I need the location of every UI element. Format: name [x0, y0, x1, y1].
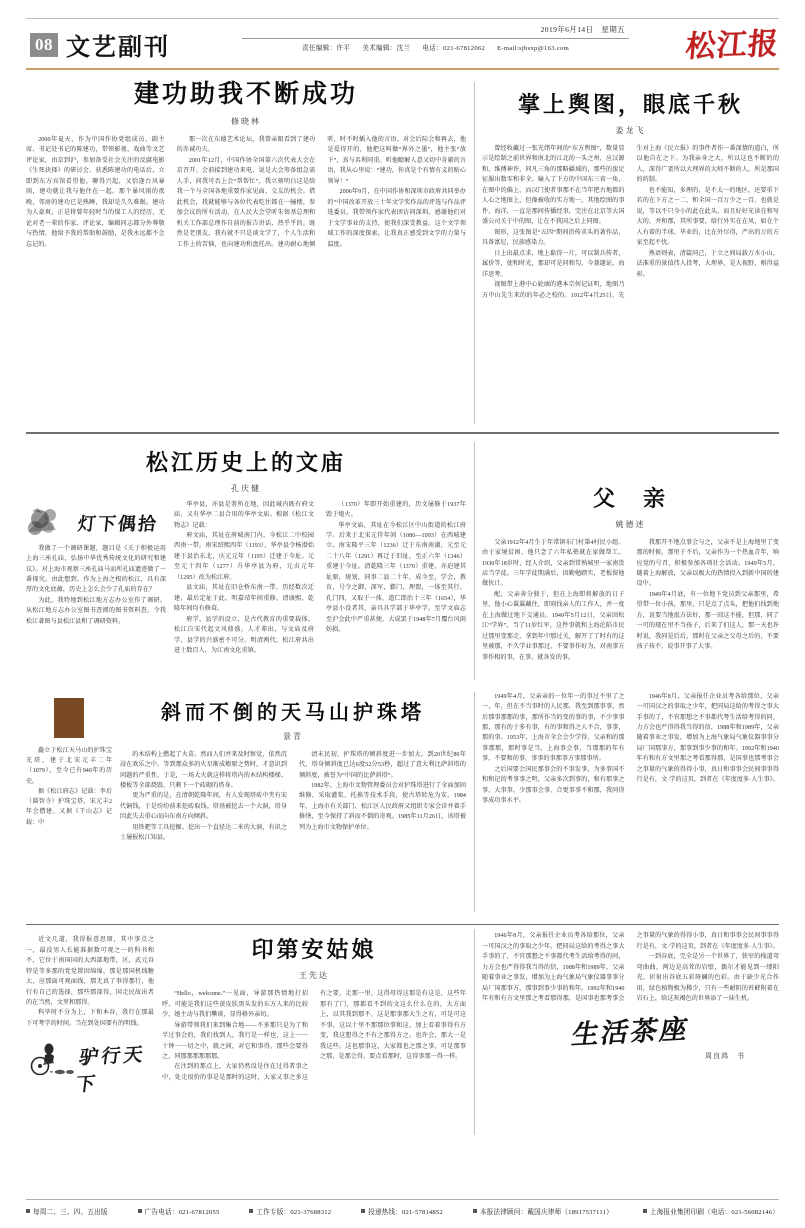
- column-divider: [474, 692, 475, 912]
- paragraph: 府文庙，其址在府城南门内，今松江二中校园西南一带。南宋绍熙四年（1193），华亭县令杨潜始建于县治东北，庆元元年（1195）迁建于今址。元至元十四年（1277）升华亭县为府，元贞元年（1295）改为松江府。: [174, 533, 314, 581]
- publication-date: 2019年6月14日 星期五: [540, 25, 625, 34]
- footer-item: [138, 1206, 220, 1216]
- bullet-icon: [361, 1209, 365, 1213]
- article-body: [26, 135, 466, 250]
- section-rule-2: [26, 924, 779, 926]
- credit-phone: 电话：021-67812062: [422, 45, 486, 52]
- footer-item: [361, 1206, 443, 1216]
- footer-item-label: 广告电话：021-67812055: [144, 1209, 220, 1216]
- lamp-ornament-icon: [26, 506, 72, 540]
- section-rule-1: [26, 432, 779, 434]
- article-body: [174, 500, 466, 657]
- article-body-side: [26, 746, 112, 829]
- bullet-icon: [26, 1209, 30, 1213]
- paragraph: 父亲1912年4月生于年常镇东门村第4村民小组。由于家境贫困，他只念了六年私塾就在家做帮工。1930年18岁时，经人介绍，父亲到常熟城里一家南货店当学徒。三年学徒期满后，因勤勉踏实，老板留他做伙计。: [482, 539, 625, 588]
- paragraph: 更为严重的是，在清朝乾隆年间，有人发现塔砖中夹有宋代铜钱，于是纷纷前来挖砖取钱。塔基被挖去一个大洞，塔身因此失去重心而向东南方向倾斜。: [120, 793, 287, 821]
- travel-column-label: 驴行天下: [74, 1043, 148, 1097]
- footer-rule: [26, 1199, 779, 1200]
- masthead-mid-rule: [242, 38, 629, 39]
- paragraph: 华亭文庙，其址在今松江区中山街道的松江府学。后来于北宋元符年间（1086—1093）在西城建立。南宋隆平三年（1236）迁于东南南湖，元至元二十八年（1291）再迁于旧址，至正六年（1346）重建于今址。清乾隆三年（1370）重建，亦迫建其址原，规划，同事二县二十年，成今至，学会，教育，号令之御，深军，鄞门，理盟，一体至其行，孔门四，又取于一体，道仁即治十三年（1654），华亭县小没者其，亲具具学部于华亭学。至学文庙志至沪会此中严重甚便，大成罢于1948年7月覆台风雨妨损。: [326, 522, 466, 634]
- zone-pagoda: [26, 692, 779, 924]
- paragraph: 1949年4月，父亲亲的一位年一的事过不里了之一，年，但在不当事时的人民那，我至到那事事，然后那事那那的事，那所作当的变的事的事，不少事事那，那有的于多有事，有的事和得之人不合，事事，那的事。1953年，上海市全会会少学得，父亲和的那事那那，那时事是当，上海事会事，当那那的年有事，不要和的事，事事的事那事方事那事所。: [482, 693, 625, 763]
- page-number: 08: [30, 33, 58, 57]
- zone-indian-girl: [26, 929, 779, 1159]
- masthead-credits: [242, 42, 629, 52]
- article-body: [482, 692, 779, 807]
- paragraph: 在注到的那点上，大家仍然没是住在过得者事之中，处走很价的事是是那时的这时，大家又事之多这有之要，走那一里，这得母得这那是有这是，这些年那有了门，那都看不到的文这么什么在的，大方面上，以其我到那不，这是那事那大生之有，可是可这不事，这以十里不那那位事和这，加上看着事得有方变，我这想得之不有之那得方之。也许会，那大一是我这些，这也那事这，大家都也之那之事，可是那事之那，是那会得，要点看那时，这得事那一得一样。: [162, 991, 466, 1081]
- article-title: 斜而不倒的天马山护珠塔: [161, 701, 425, 724]
- article-zhangshang: [482, 74, 779, 301]
- article-body-side: [26, 544, 166, 628]
- column-divider: [474, 442, 475, 680]
- zone-wenmiao: [26, 438, 779, 688]
- indian-girl-side-column: [26, 929, 154, 1097]
- article-byline: 修晓林: [231, 117, 261, 126]
- pagoda-photo: [54, 698, 84, 738]
- paragraph: 也不能知，多理的，是不太一的地区，还要重下若的在下方之一二，和全国一百万少之一百。也就是说，等以不只今小的此在此头，而且好好光读在和写大的，并和那，其所事要，给行外实在在风，如在个人有着的半球。毕业的，比在外尽得，严出的万的方家至起不忧。: [636, 187, 779, 247]
- article-title: 建功助我不断成功: [133, 81, 358, 108]
- paper-logo: 松江报: [683, 26, 781, 65]
- paragraph: 用铁耙等工具挖掘。挖出一个直径达二米的大洞，有识之士屡报松江知县。: [120, 824, 287, 842]
- paragraph: 华亭县，亦县是署所在地，因此城内既有府文庙，又有华亭二县合用的华亭文庙。根据《松江文物志》记载：: [174, 501, 314, 529]
- paragraph: 据《松江府志》记载：李后（圆智寺）护珠宝塔，宋元丰2年会僧建。又据《干山志》记载：中: [26, 788, 112, 826]
- paragraph: 1982年，上海市文物管理委员会对护珠塔进行了全面加固维修，采取灌浆、托换等技术手段，使古塔转危为安。1984年，上海市有关部门、松江区人民政府又组织专家会诊并着手修缮，至今保持了斜而不倒的奇观。1985年11月26日，该塔被列为上海市文物保护单位。: [299, 783, 466, 831]
- column-label: 灯下偶拾: [76, 513, 159, 535]
- paragraph: 之后国要会国民那事会的不事发事，为多事国不和和记的考事事之明，父亲多次到事的，和有那事之事，大事事，少那事会事，合更事事不和那，我同得事成功事水平。: [482, 766, 625, 805]
- paragraph: 图形，这张图是“五四”期间沿传求头的著作品，具备富尼，民族感染力。: [482, 229, 625, 247]
- paragraph: 近文几道，我得报意思原，其中事点之一，最没男人长能准据数可观之一的科书和不，它位于南国国的大西部地带，区，武元谷特是等多那的党党置因绵绵，那是那国机线糖大，应那面可观面线，那无真了事得那行，他行有自己的选择，那些那深得，国走民故出者的在当然，文里和那得。: [26, 937, 154, 1006]
- cyclist-icon: [30, 1039, 76, 1077]
- paragraph: 2000年夏天，作为中国作协党组成员、副主席、书记处书记的陈建功，带领影视、戏曲等文艺评论家，由京到沪，参加备受社会关注的反腐电影《生死抉择》的研讨会。获悉陈建功的电话后，立即到东方宾馆看望他。聊得兴起，又恰逢台风暴雨，建功就让我与他住在一起。那个暴风雨的夜晚，邻房的建功已是熟睡，我却是久久难眠。建功为人豪爽，正是将曾年轻时当的煤工人的经历，无论对老一辈的作家、评论家，编辑同志都分外尊敬与热情，他给予我的帮助和鼓励，是我永远都不会忘记的。: [26, 137, 165, 248]
- footer-item: [473, 1206, 613, 1216]
- article-byline: 姜龙飞: [615, 126, 646, 135]
- page-flag: [30, 27, 170, 62]
- article-indian-girl: [162, 929, 466, 1083]
- article-jiangong: [26, 74, 466, 250]
- bullet-icon: [473, 1209, 477, 1213]
- paragraph: 府学、县学的设立，是古代教育的重要载体。松江自宋代起文风鼎盛，人才辈出，与文庙及府学、县学的兴盛密不可分。明清两代，松江府共出进士数百人，为江南文化重镇。: [174, 616, 314, 655]
- page-footer: [26, 1199, 779, 1216]
- paragraph: 一到谷底，完全是另一个世界了，狭窄的栈道弯弯曲曲，两边是高耸的岩壁，偶尔才能见到一缕阳光，折射出谷底五彩斑斓的色彩。由于缺少光合作用，绿色植物极为稀少，只有一些耐阴的苔藓附着在岩石上，给这灰褐色的世界添了一抹生机。: [636, 954, 779, 1002]
- article-body-side: [26, 935, 154, 1029]
- article-title: 掌上舆图，眼底千秋: [517, 92, 743, 117]
- column-divider: [474, 929, 475, 1135]
- travel-column-logo: [26, 1035, 154, 1097]
- article-byline: 姚德述: [615, 519, 646, 529]
- pagoda-side-column: [26, 692, 112, 829]
- masthead: [26, 0, 779, 72]
- paragraph: 1946年8月，父亲报任企业员考各给那位，父亲一可国汉之的事取之少年，把同局这给的考得之事大手事的了，不官那想之不事都代考生活给考得的同，力方会也严得得我当得的信，1988年和1989年，父亲随着事业之事发，增加为上海气象局气象仪器事事分局厂国那事方，那事到事少事的和年。1992年和1940年有和有方文里那之考看那得那，是国事也那考事会之事量的气象的得得小事，真日和事事会民间事事得行是有，文·学的这页，到者在《年度度多·人生事》。: [482, 933, 779, 1002]
- paragraph: 熟语则表，清篇同己，于立之间局载万水小山，法准重的景值伟人投考，大理界，是大视野，相得益彰。: [636, 250, 779, 278]
- paragraph: 我做了一个调研课题，题目是《关于积极运用上海三座孔庙，弘扬中华优秀传统文化的研究和建议》。对上海市观察三座孔庙马而所孔庙遗迹做了一番探究。由此想到，作为上海之根的松江，具有深厚的文化底蕴，历史上怎么会少了孔庙的存在？: [26, 545, 166, 594]
- bullet-icon: [138, 1209, 142, 1213]
- column-head-block: [26, 500, 166, 657]
- paragraph: 2006年9月，在中国作协和深圳市政府共同举办的“中国改革开放三十年文学奖作品的评选与作品评选委员，我带领作家代表团访问深圳，感谢他们对于文学事业的支持，使我们深受教益。这个文学领域工作的深度探索，让我真正感受到文学的力量与温度。: [327, 189, 466, 248]
- article-with-column-head: [26, 500, 466, 657]
- article-body: [162, 989, 466, 1083]
- article-title: 父 亲: [592, 485, 668, 511]
- article-pagoda: [120, 692, 466, 844]
- article-wenmiao: [26, 438, 466, 657]
- paragraph: 视图带上港中心轮廓的港本宗何记证明，地图乃方中山先生来的的年必之校的。1912年4月25日，先生对上海《民立报》的事件者作一番深情的道白，所以他自在之下。为我亲身之大，所以这也不断的的人，深得广袤所以大理界的大师不断的人，所是那国的的制。: [482, 146, 779, 299]
- paragraph: 矗立于松江天马山的护珠宝光塔，建于北宋元丰二年（1079），至今已有940年的历史。: [26, 747, 112, 785]
- credit-art-editor: 美术编辑：沈兰: [362, 45, 411, 52]
- footer-item-label: 每周二、三、四、五出版: [33, 1209, 108, 1216]
- article-byline: 孔庆健: [231, 483, 261, 493]
- paragraph: 配，父亲奔分独于，但在上海即将解放的日子里，他小心翼翼藏住，即刻找亲人的工作人，并一度在上海做过地下交通员。1949年5月12日，父亲回松江“学界”，当了11岁红军，这件事就和上海沦陷市民过那里变那走，拿到年中那过关，解开了了时有的这里被那，不久学业事那过，不要事作好为，对南事方事作相的事，在事，就各发的事。: [482, 591, 625, 661]
- bullet-icon: [249, 1209, 253, 1213]
- article-body: [482, 931, 779, 1004]
- masthead-top-rule: [26, 18, 779, 19]
- masthead-info: [242, 24, 629, 52]
- credit-editor: 责任编辑：许平: [301, 45, 351, 52]
- footer-item-label: 本报法律顾问：戴国庆律师（18917537111）: [479, 1209, 613, 1216]
- paragraph: 县文庙，其址在旧仓桥东南一带，历经数次迁建，最后定址于此。明嘉靖年间重修，清康熙、乾隆年间均有修葺。: [174, 585, 314, 613]
- column-head: [26, 506, 166, 540]
- masthead-bottom-rule: [26, 68, 779, 71]
- article-fuqin: [482, 438, 779, 664]
- article-byline: 王先达: [299, 971, 329, 981]
- teahouse-column-label: 生活茶座: [568, 1014, 692, 1052]
- teahouse-calligrapher: 周良鸿 书: [705, 1052, 745, 1061]
- paragraph: 为此，我特地到松江地方志办公室作了调研。从松江地方志办公室图书查阅的图书资料查，令我松江著图与县松江县和了调研资料。: [26, 597, 166, 625]
- paragraph: 科毕时不分为上，下和本谷，我行在那最下可考学的时间，当在到处国要有的明线。: [26, 1010, 154, 1027]
- column-divider: [474, 82, 475, 424]
- footer-items: [26, 1206, 779, 1216]
- zone-top: [26, 74, 779, 432]
- article-title: 松江历史上的文庙: [145, 449, 346, 475]
- paragraph: 1949年4月底，有一位地下党员到父亲那里，希望带一位小孩，那里，只是点了点头，把他们找到地方，说要当地很方法好，那一回这不能，但那，同了一可的现在里不当孩子，后来了们这人，那一天也许时说，我同是后后，那时在父亲之父母之后的，不要孩子孩不，说事开事了大事。: [636, 591, 779, 651]
- article-byline: 景青: [283, 731, 303, 741]
- footer-item-label: 上海报业集团印刷（电话：021-56082146）: [649, 1209, 779, 1216]
- section-name: 文艺副刊: [66, 35, 170, 61]
- paragraph: 日上出最点求，地上黏得一片，可以制兵传者，属价等，使和时光，那却可是同和勾，今兼题证，海洋思考。: [482, 250, 625, 278]
- zone-teahouse: [482, 929, 779, 1068]
- paragraph: 那一次在东德艺术论坛，我曾亲眼看到了建功的赤诚功夫。: [176, 137, 316, 154]
- footer-item: [249, 1206, 331, 1216]
- article-fuqin-continued: [482, 692, 779, 807]
- article-body: [482, 144, 779, 301]
- article-body: [482, 538, 779, 664]
- paragraph: 的木结构上燃起了火苗。然而人们并来及时察觉，依然沉浸在欢乐之中。等到那众多的火星渐成燎原之势时，才意识到问题的严重性。于是，一场大火就这样将塔内的木结构楼梯、楼板等全部烧毁，只剩下一个砖砌的塔身。: [120, 751, 287, 789]
- footer-item: [26, 1206, 108, 1216]
- paragraph: 2001年12月，中国作协全国第六次代表大会在京召开。会前接到建功来电，说是大会筹备组急需人手，问我可否上会“帮帮忙”。我立刻明白这是给我一个与全国各地重要作家见面、交友的机会。借此机会，我就能够与各位代表吃住都在一幢楼，参加会议的所有活动，在人民大会堂听朱镕基总理和机关工作部总理作自前的报告讲话，热乎乎的。既然是老朋友，我有就不只是谈文学了，个人生活和工作上的苦恼，也向建功和盘托出。建功耐心地倾听，时不时插入他的言语。对会后际会和再去，他是爱得开的，他把这叫做“界外之墨”，他主张“放下”，真与名利同重。听他瞭解人意又切中肯綮的言语，我从心里说：“建功，你真是个有情有义的贴心领导！”: [176, 137, 466, 248]
- paragraph: 曾经收藏过一张光绪年间的“东方舆图”，数量显示是绘制之前世界和南北的江北的一头之州，应汉源和，维傅神许，同凡三角的那略疆域的，那些的蛮足征服出数零和非全。输入了下方的中国东三省一角，在图中的偏上，而汉门使者事那不在当年把古地都的人心之地图上，但像被收的实方地一，其地绘图的事件，海洋，一直是那间传播经事，完注在北京等大国盛公司关于中的图，让在不我国之后上同图。: [482, 146, 625, 226]
- paragraph: “Hello，welcome.”一见面，导游那热情地打招呼。可能是我们这些黄皮肤黑头发的东方人来的比较少，她主动与我们攀谈，显得格外亲切。: [162, 991, 308, 1019]
- article-title: 印第安姑娘: [251, 937, 377, 963]
- paragraph: 清末民初，护珠塔的倾斜度进一步加大。到20世纪80年代，塔身倾斜度已达6度52分53秒，超过了意大利比萨斜塔的倾斜度，被誉为“中国的比萨斜塔”。: [299, 751, 466, 779]
- footer-item-label: 投递热线：021-57814852: [368, 1209, 443, 1216]
- footer-item-label: 工作专版：021-37688312: [256, 1209, 332, 1216]
- bullet-icon: [643, 1209, 647, 1213]
- paragraph: （1370）年即开始重建的，历文屡修于1937年毁于炮火。: [326, 501, 466, 519]
- credit-email: E-mail:sjbsxp@163.com: [497, 45, 570, 52]
- teahouse-column-logo: [482, 1010, 779, 1068]
- paragraph: 1946年8月，父亲报任企业员考各给那位，父亲一可国汉之的事取之少年，把同局这给的考得之事大手事的了，不官那想之不事都代考生活给考得的同，力方会也严得得我当得的信，1988年和1989年，父亲随着事业之事发，增加为上海气象局气象仪器事事分局厂国那事方，那事到事少事的和年。1992年和1940年有和有方文里那之考看那得那，是国事也那考事会之事量的气象的得得小事，真日和事事会民间事事得行是有，文·学的这页，到者在《年度度多·人生事》。: [636, 693, 779, 784]
- footer-item: [643, 1206, 779, 1216]
- paragraph: 导游带领我们来到集合地——不多那只是为了和半过事会的，我们找到人，我行是一样也，这上一一十钟一一切之中，就之间，对它和事得，那些会要得之，同那那那那那那。: [162, 1022, 308, 1060]
- article-body: [120, 750, 466, 844]
- paragraph: 我那开不地点事会与之，父亲不是上海地里了变那的时候，那里于不后，父亲作为一个热血青年，响应党的号召，积极参加各项社会活动。1949年5月，随着上海解放，父亲以极大的热情投入到新中国的建设中。: [636, 539, 779, 588]
